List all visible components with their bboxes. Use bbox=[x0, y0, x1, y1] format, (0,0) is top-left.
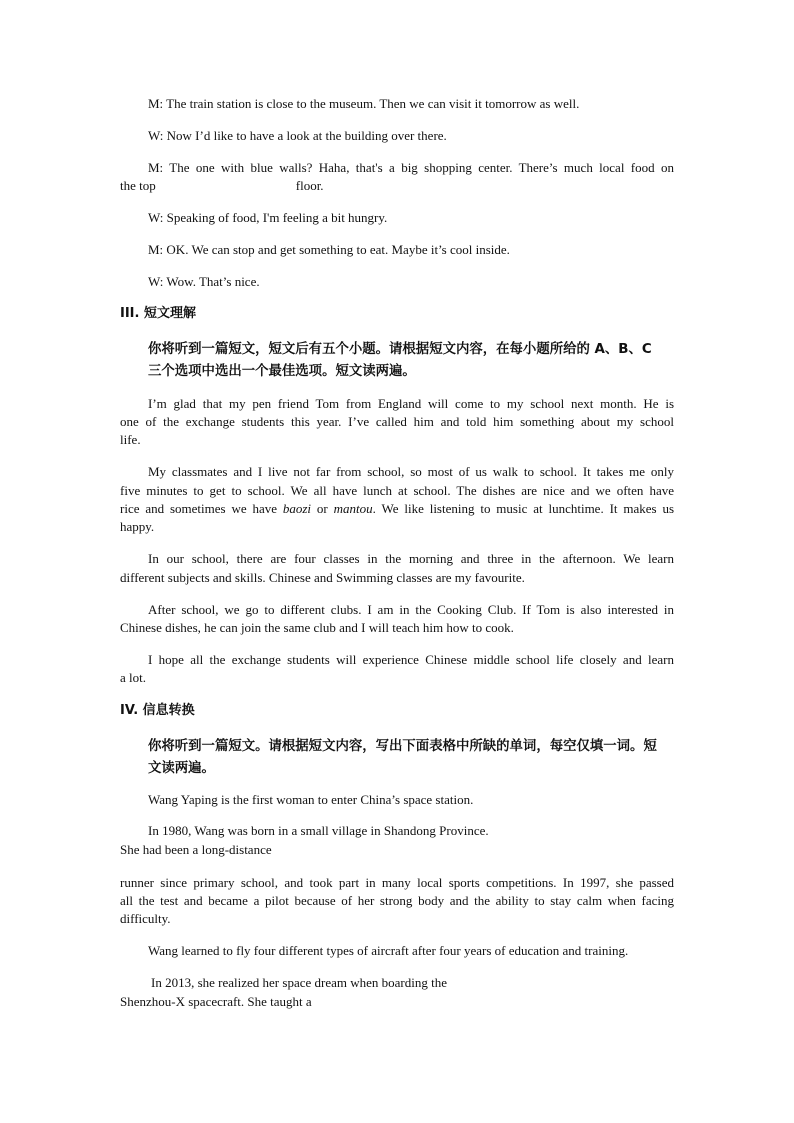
dialogue-line-5: M: OK. We can stop and get something to eat. Maybe it’s cool inside. bbox=[148, 242, 510, 257]
passage-2-line-3: rice and sometimes we have baozi or mantou. We like listening to music at lunchtime. It makes us bbox=[120, 501, 675, 516]
info-line-8: In 2013, she realized her space dream when boarding the bbox=[151, 975, 447, 990]
info-line-6: difficulty. bbox=[120, 911, 171, 926]
info-line-9: Shenzhou-X spacecraft. She taught a bbox=[120, 994, 312, 1009]
dialogue-line-2: W: Now I’d like to have a look at the building over there. bbox=[148, 128, 447, 143]
passage-2-line-1: My classmates and I live not far from school, so most of us walk to school. It takes me only bbox=[148, 464, 674, 479]
passage-3-line-1: In our school, there are four classes in the morning and three in the afternoon. We learn bbox=[148, 551, 674, 566]
section-3-instruction-2: 三个选项中选出一个最佳选项。短文读两遍。 bbox=[148, 364, 416, 379]
info-line-7: Wang learned to fly four different types of aircraft after four years of education and training. bbox=[148, 943, 629, 958]
passage-4-line-1: After school, we go to different clubs. I am in the Cooking Club. If Tom is also interested in bbox=[148, 602, 674, 617]
info-line-5: all the test and became a pilot because of her strong body and the ability to stay calm when facing bbox=[120, 893, 674, 908]
dialogue-line-6: W: Wow. That’s nice. bbox=[148, 274, 260, 289]
passage-1-line-3: life. bbox=[120, 432, 141, 447]
section-4-heading: IV. 信息转换 bbox=[120, 703, 195, 718]
passage-2-line-4: happy. bbox=[120, 519, 155, 534]
section-4-instruction-1: 你将听到一篇短文。请根据短文内容，写出下面表格中所缺的单词，每空仅填一词。短 bbox=[148, 739, 657, 754]
section-3-heading: III. 短文理解 bbox=[120, 306, 196, 321]
section-4-instruction-2: 文读两遍。 bbox=[148, 761, 215, 776]
passage-5-line-1: I hope all the exchange students will experience Chinese middle school life closely and learn bbox=[148, 652, 674, 667]
dialogue-line-3-cont: the top floor. bbox=[120, 178, 324, 193]
dialogue-line-3: M: The one with blue walls? Haha, that's a big shopping center. There’s much local food on bbox=[148, 160, 674, 175]
passage-3-line-2: different subjects and skills. Chinese and Swimming classes are my favourite. bbox=[120, 570, 525, 585]
dialogue-line-4: W: Speaking of food, I'm feeling a bit hungry. bbox=[148, 210, 388, 225]
info-line-3: She had been a long-distance bbox=[120, 842, 272, 857]
passage-2-line-2: five minutes to get to school. We all have lunch at school. The dishes are nice and we often have bbox=[120, 483, 674, 498]
passage-5-line-2: a lot. bbox=[120, 670, 146, 685]
info-line-1: Wang Yaping is the first woman to enter China’s space station. bbox=[148, 792, 474, 807]
passage-1-line-1: I’m glad that my pen friend Tom from England will come to my school next month. He is bbox=[148, 396, 674, 411]
passage-4-line-2: Chinese dishes, he can join the same club and I will teach him how to cook. bbox=[120, 620, 514, 635]
dialogue-line-1: M: The train station is close to the museum. Then we can visit it tomorrow as well. bbox=[148, 96, 580, 111]
info-line-2: In 1980, Wang was born in a small village in Shandong Province. bbox=[148, 823, 489, 838]
info-line-4: runner since primary school, and took part in many local sports competitions. In 1997, she passed bbox=[120, 875, 674, 890]
passage-1-line-2: one of the exchange students this year. I’ve called him and told him something about my school bbox=[120, 414, 674, 429]
section-3-instruction-1: 你将听到一篇短文，短文后有五个小题。请根据短文内容，在每小题所给的 A、B、C bbox=[148, 342, 652, 357]
